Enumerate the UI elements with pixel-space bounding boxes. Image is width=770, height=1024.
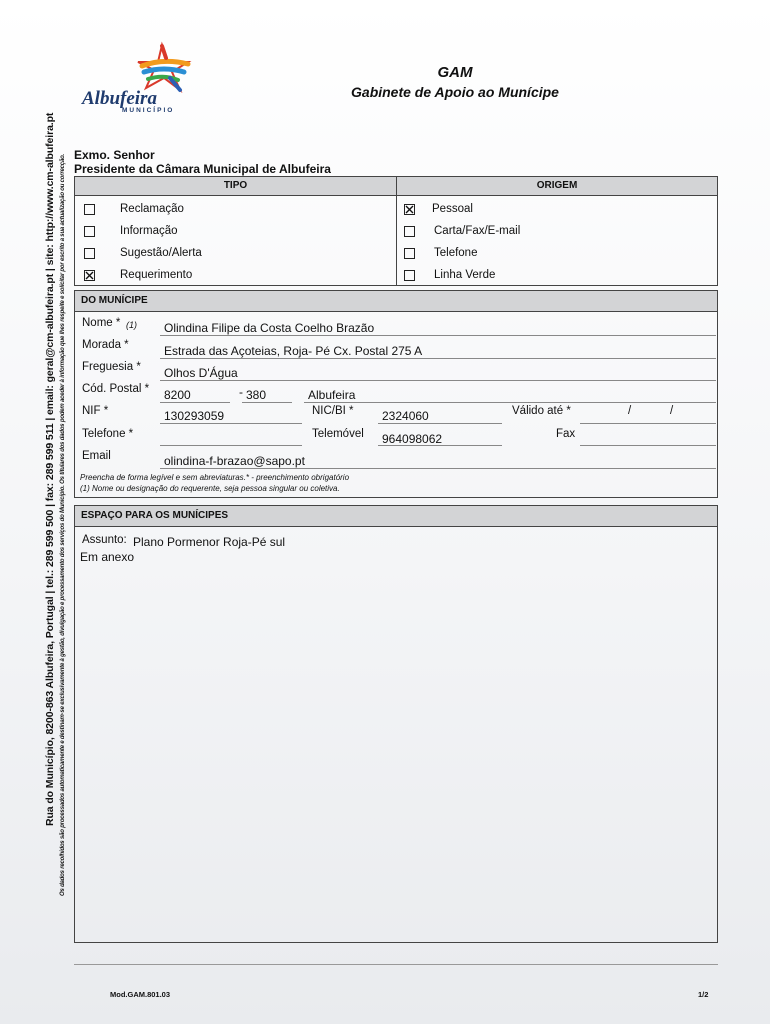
origem-checkbox-pessoal[interactable]	[404, 204, 415, 215]
logo-name: Albufeira	[82, 88, 157, 109]
origem-label-pessoal: Pessoal	[432, 203, 473, 215]
tipo-checkbox-informacao[interactable]	[84, 226, 95, 237]
email-label: Email	[82, 450, 111, 462]
cod-postal-underline-2	[242, 402, 292, 403]
tipo-origem-divider	[396, 196, 397, 286]
cod-postal-dash: -	[239, 385, 243, 399]
form-note-2: (1) Nome ou designação do requerente, seja pessoa singular ou coletiva.	[80, 484, 340, 493]
tipo-label-reclamacao: Reclamação	[120, 203, 184, 215]
origem-label-linha-verde: Linha Verde	[434, 269, 496, 281]
municipe-header: DO MUNÍCIPE	[74, 290, 718, 312]
morada-field[interactable]: Estrada das Açoteias, Roja- Pé Cx. Postal 275 A	[164, 344, 423, 358]
valido-underline	[580, 423, 716, 424]
valido-label: Válido até *	[512, 405, 571, 417]
cod-postal-field-1[interactable]: 8200	[164, 388, 191, 402]
espaco-box	[74, 505, 718, 943]
origem-checkbox-linha-verde[interactable]	[404, 270, 415, 281]
nome-label: Nome *	[82, 317, 121, 329]
tipo-checkbox-reclamacao[interactable]	[84, 204, 95, 215]
email-underline	[160, 468, 716, 469]
addressee-line-1: Exmo. Senhor	[74, 148, 155, 162]
tipo-label-sugestao: Sugestão/Alerta	[120, 247, 202, 259]
origem-header: ORIGEM	[396, 176, 718, 196]
tipo-checkbox-sugestao[interactable]	[84, 248, 95, 259]
cod-postal-field-2[interactable]: 380	[246, 388, 267, 402]
telemovel-label: Telemóvel	[312, 428, 364, 440]
morada-underline	[160, 358, 716, 359]
email-field[interactable]: olindina-f-brazao@sapo.pt	[164, 454, 305, 468]
footer-divider	[74, 964, 718, 965]
espaco-header: ESPAÇO PARA OS MUNÍCIPES	[74, 505, 718, 527]
telefone-underline	[160, 445, 302, 446]
fax-label: Fax	[556, 428, 576, 440]
nome-field[interactable]: Olindina Filipe da Costa Coelho Brazão	[164, 321, 375, 335]
bi-label: NIC/BI *	[312, 405, 354, 417]
page-subtitle: Gabinete de Apoio ao Munícipe	[351, 84, 559, 100]
addressee-line-2: Presidente da Câmara Municipal de Albufeira	[74, 162, 331, 176]
tipo-label-requerimento: Requerimento	[120, 269, 193, 281]
nome-underline	[160, 335, 716, 336]
telefone-label: Telefone *	[82, 428, 134, 440]
tipo-header: TIPO	[74, 176, 397, 196]
valido-separator-2: /	[670, 405, 674, 417]
bi-underline	[378, 423, 502, 424]
contact-sidebar-text: Rua do Município, 8200-863 Albufeira, Portugal | tel.: 289 599 500 | fax: 289 599 511 | email: geral@cm-albufeira.pt | site: http://www.cm-albufeira.pt	[44, 112, 56, 826]
localidade-field[interactable]: Albufeira	[308, 388, 356, 402]
nif-underline	[160, 423, 302, 424]
cod-postal-label: Cód. Postal *	[82, 383, 150, 395]
check-x-icon	[85, 271, 94, 280]
check-x-icon	[405, 205, 414, 214]
telemovel-field[interactable]: 964098062	[382, 432, 443, 446]
origem-checkbox-telefone[interactable]	[404, 248, 415, 259]
form-code: Mod.GAM.801.03	[110, 990, 171, 999]
assunto-field[interactable]: Plano Pormenor Roja-Pé sul	[133, 535, 286, 549]
nif-field[interactable]: 130293059	[164, 409, 225, 423]
fax-underline	[580, 445, 716, 446]
bi-field[interactable]: 2324060	[382, 409, 429, 423]
cod-postal-underline-1	[160, 402, 230, 403]
tipo-checkbox-requerimento[interactable]	[84, 270, 95, 281]
nif-label: NIF *	[82, 405, 109, 417]
privacy-sidebar-text: Os dados recolhidos são processados automaticamente e destinam-se exclusivamente à gestão, divulgação e processamento dos serviços do Município. Os titulares dos dados podem aceder à informação que lhes respeite e solicitar por escrito a sua actualização ou correcção.	[60, 153, 66, 896]
telemovel-underline	[378, 445, 502, 446]
page-number: 1/2	[698, 990, 709, 999]
origem-checkbox-carta[interactable]	[404, 226, 415, 237]
freguesia-label: Freguesia *	[82, 361, 141, 373]
form-note-1: Preencha de forma legível e sem abreviaturas.* - preenchimento obrigatório	[80, 473, 350, 482]
logo-subtitle: MUNICÍPIO	[122, 107, 175, 114]
espaco-body-text[interactable]: Em anexo	[80, 550, 135, 564]
freguesia-field[interactable]: Olhos D'Água	[164, 366, 238, 380]
nome-ref: (1)	[126, 320, 137, 330]
origem-label-telefone: Telefone	[434, 247, 478, 259]
tipo-label-informacao: Informação	[120, 225, 178, 237]
assunto-label: Assunto:	[82, 534, 127, 546]
page-title: GAM	[437, 64, 473, 81]
freguesia-underline	[160, 380, 716, 381]
morada-label: Morada *	[82, 339, 129, 351]
localidade-underline	[304, 402, 716, 403]
valido-separator-1: /	[628, 405, 632, 417]
origem-label-carta: Carta/Fax/E-mail	[434, 225, 521, 237]
